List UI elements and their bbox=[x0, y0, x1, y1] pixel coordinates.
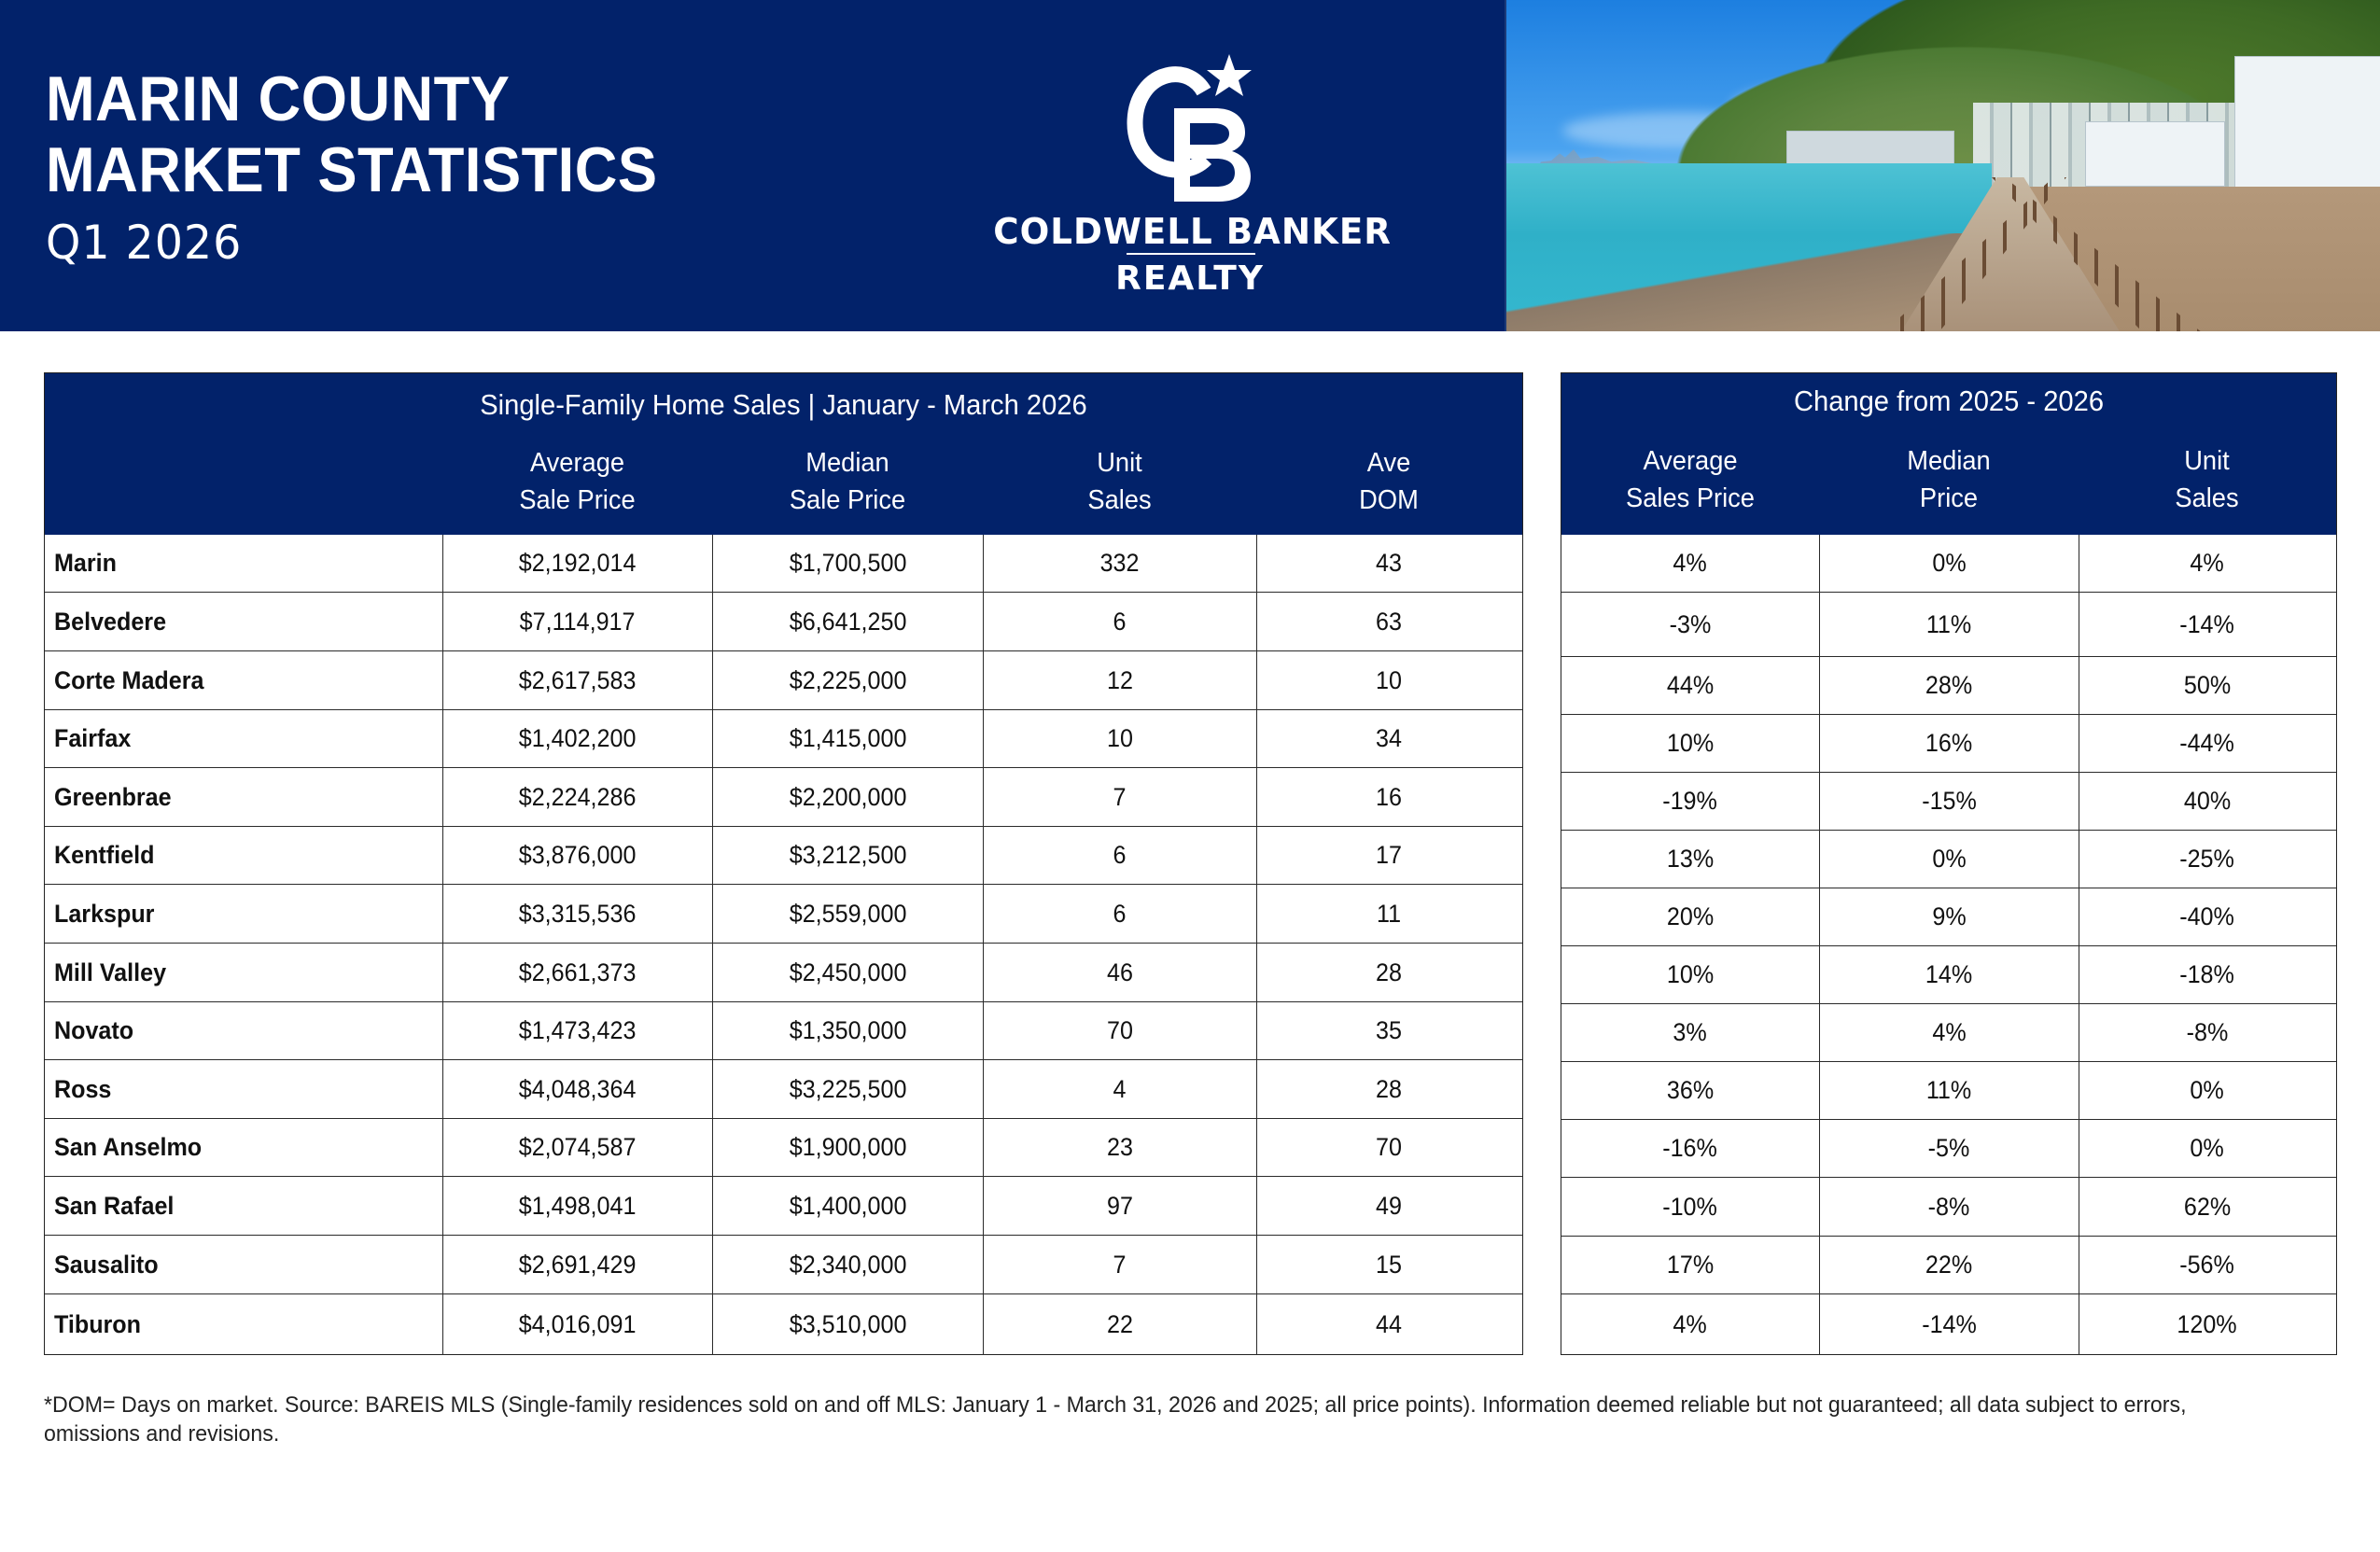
col-header-average-sales-price: Average Sales Price bbox=[1626, 446, 1755, 513]
median-price-change-cell: 16% bbox=[1819, 715, 2079, 772]
table-row bbox=[45, 535, 1522, 592]
avg-sales-price-change-cell: 4% bbox=[1673, 1310, 1708, 1338]
unit-sales-change-cell: -40% bbox=[2079, 888, 2335, 945]
median-price-change-cell: 28% bbox=[1819, 657, 2079, 714]
white-house bbox=[2085, 121, 2225, 187]
area-cell: Fairfax bbox=[54, 724, 132, 752]
table-row bbox=[45, 592, 1522, 650]
white-house bbox=[2234, 56, 2380, 196]
median-price-change-cell: 11% bbox=[1819, 593, 2079, 656]
average-sale-price-cell: $3,876,000 bbox=[442, 827, 712, 884]
col-header-area bbox=[57, 444, 430, 519]
ave-dom-cell: 10 bbox=[1256, 651, 1521, 709]
unit-sales-cell: 6 bbox=[983, 827, 1256, 884]
table-row bbox=[45, 826, 1522, 884]
table-row bbox=[45, 1059, 1522, 1118]
logo-divider bbox=[1127, 253, 1255, 255]
ave-dom-cell: 49 bbox=[1256, 1177, 1521, 1235]
table-row bbox=[1561, 1061, 2336, 1119]
unit-sales-change-cell: 0% bbox=[2079, 1120, 2335, 1177]
table-row bbox=[45, 767, 1522, 826]
table-row bbox=[45, 1118, 1522, 1176]
col-header-median-sale-price: Median Sale Price bbox=[789, 448, 906, 515]
table-row bbox=[1561, 714, 2336, 772]
average-sale-price-cell: $2,661,373 bbox=[442, 944, 712, 1001]
average-sale-price-cell: $2,192,014 bbox=[442, 535, 712, 592]
average-sale-price-cell: $1,402,200 bbox=[442, 710, 712, 767]
waterfront-photo bbox=[1505, 0, 2380, 331]
area-cell: San Rafael bbox=[54, 1191, 175, 1220]
unit-sales-change-cell: 40% bbox=[2079, 773, 2335, 830]
median-sale-price-cell: $2,559,000 bbox=[712, 885, 983, 943]
report-title bbox=[46, 63, 704, 271]
unit-sales-cell: 6 bbox=[983, 593, 1256, 650]
table-row bbox=[1561, 592, 2336, 656]
table-row bbox=[1561, 830, 2336, 888]
unit-sales-change-cell: -56% bbox=[2079, 1237, 2335, 1293]
table-row bbox=[45, 1235, 1522, 1293]
area-cell: Mill Valley bbox=[54, 958, 167, 986]
change-table-header bbox=[1561, 373, 2336, 535]
average-sale-price-cell: $2,074,587 bbox=[442, 1119, 712, 1176]
median-price-change-cell: 22% bbox=[1819, 1237, 2079, 1293]
average-sale-price-cell: $3,315,536 bbox=[442, 885, 712, 943]
table-row bbox=[45, 1001, 1522, 1059]
unit-sales-cell: 4 bbox=[983, 1060, 1256, 1118]
title-line-1: MARIN COUNTY bbox=[46, 63, 511, 134]
median-sale-price-cell: $2,450,000 bbox=[712, 944, 983, 1001]
header-banner bbox=[0, 0, 1505, 331]
cb-star-logo-icon bbox=[1122, 52, 1262, 202]
brand-name: COLDWELL BANKER bbox=[993, 211, 1392, 252]
sales-table-title: Single-Family Home Sales | January - March 2026 bbox=[480, 388, 1087, 421]
table-row bbox=[1561, 656, 2336, 714]
change-table-body bbox=[1561, 535, 2336, 1355]
average-sale-price-cell: $2,617,583 bbox=[442, 651, 712, 709]
unit-sales-cell: 97 bbox=[983, 1177, 1256, 1235]
ave-dom-cell: 16 bbox=[1256, 768, 1521, 826]
report-period: Q1 2026 bbox=[46, 216, 243, 270]
median-price-change-cell: 0% bbox=[1819, 535, 2079, 592]
unit-sales-change-cell: 0% bbox=[2079, 1062, 2335, 1119]
area-cell: Greenbrae bbox=[54, 782, 172, 811]
avg-sales-price-change-cell: -19% bbox=[1662, 787, 1718, 815]
median-price-change-cell: 11% bbox=[1819, 1062, 2079, 1119]
area-cell: Larkspur bbox=[54, 899, 155, 928]
average-sale-price-cell: $1,473,423 bbox=[442, 1002, 712, 1059]
unit-sales-change-cell: -8% bbox=[2079, 1004, 2335, 1061]
area-cell: Kentfield bbox=[54, 841, 155, 869]
avg-sales-price-change-cell: -10% bbox=[1662, 1192, 1718, 1221]
avg-sales-price-change-cell: 10% bbox=[1666, 960, 1715, 988]
col-header-ave-dom: Ave DOM bbox=[1359, 448, 1419, 515]
avg-sales-price-change-cell: 17% bbox=[1666, 1251, 1715, 1279]
ave-dom-cell: 28 bbox=[1256, 944, 1521, 1001]
avg-sales-price-change-cell: 4% bbox=[1673, 549, 1708, 577]
ave-dom-cell: 28 bbox=[1256, 1060, 1521, 1118]
median-sale-price-cell: $2,340,000 bbox=[712, 1236, 983, 1293]
average-sale-price-cell: $7,114,917 bbox=[442, 593, 712, 650]
area-cell: Belvedere bbox=[54, 607, 167, 636]
ave-dom-cell: 17 bbox=[1256, 827, 1521, 884]
median-sale-price-cell: $3,212,500 bbox=[712, 827, 983, 884]
unit-sales-cell: 10 bbox=[983, 710, 1256, 767]
table-row bbox=[45, 943, 1522, 1001]
median-price-change-cell: -14% bbox=[1819, 1294, 2079, 1355]
table-row bbox=[45, 884, 1522, 943]
table-row bbox=[1561, 535, 2336, 592]
change-table-title: Change from 2025 - 2026 bbox=[1793, 385, 2105, 417]
unit-sales-cell: 23 bbox=[983, 1119, 1256, 1176]
area-cell: Novato bbox=[54, 1016, 134, 1044]
table-row bbox=[45, 650, 1522, 709]
avg-sales-price-change-cell: 13% bbox=[1666, 845, 1715, 873]
median-price-change-cell: -5% bbox=[1819, 1120, 2079, 1177]
ave-dom-cell: 34 bbox=[1256, 710, 1521, 767]
unit-sales-cell: 46 bbox=[983, 944, 1256, 1001]
avg-sales-price-change-cell: -3% bbox=[1669, 609, 1712, 638]
source-footnote: *DOM= Days on market. Source: BAREIS MLS (Single-family residences sold on and off MLS: January 1 - March 31, 2026 and 2025; all price points). Information deemed reliable but not guaranteed; all data subject to errors, omissions and revisions. bbox=[44, 1392, 2187, 1447]
unit-sales-change-cell: 4% bbox=[2079, 535, 2335, 592]
median-sale-price-cell: $1,700,500 bbox=[712, 535, 983, 592]
avg-sales-price-change-cell: 20% bbox=[1666, 902, 1715, 930]
table-row bbox=[1561, 945, 2336, 1003]
sales-table-header bbox=[45, 373, 1522, 535]
table-row bbox=[1561, 1293, 2336, 1355]
median-sale-price-cell: $1,900,000 bbox=[712, 1119, 983, 1176]
area-cell: San Anselmo bbox=[54, 1133, 203, 1161]
coldwell-banker-logo bbox=[989, 52, 1391, 304]
median-price-change-cell: 9% bbox=[1819, 888, 2079, 945]
ave-dom-cell: 70 bbox=[1256, 1119, 1521, 1176]
col-header-median-price: Median Price bbox=[1907, 446, 1991, 513]
area-cell: Sausalito bbox=[54, 1250, 159, 1279]
table-row bbox=[1561, 1003, 2336, 1061]
median-price-change-cell: -15% bbox=[1819, 773, 2079, 830]
average-sale-price-cell: $4,048,364 bbox=[442, 1060, 712, 1118]
avg-sales-price-change-cell: 3% bbox=[1673, 1018, 1708, 1046]
avg-sales-price-change-cell: 36% bbox=[1666, 1076, 1715, 1104]
area-cell: Corte Madera bbox=[54, 665, 204, 694]
unit-sales-cell: 22 bbox=[983, 1294, 1256, 1355]
unit-sales-cell: 332 bbox=[983, 535, 1256, 592]
sales-table-body bbox=[45, 535, 1522, 1355]
table-row bbox=[1561, 888, 2336, 945]
median-price-change-cell: 0% bbox=[1819, 831, 2079, 888]
avg-sales-price-change-cell: 10% bbox=[1666, 729, 1715, 757]
ave-dom-cell: 11 bbox=[1256, 885, 1521, 943]
unit-sales-change-cell: 62% bbox=[2079, 1178, 2335, 1236]
avg-sales-price-change-cell: 44% bbox=[1666, 671, 1715, 699]
average-sale-price-cell: $4,016,091 bbox=[442, 1294, 712, 1355]
table-row bbox=[1561, 1236, 2336, 1293]
median-sale-price-cell: $1,400,000 bbox=[712, 1177, 983, 1235]
area-cell: Marin bbox=[54, 549, 117, 577]
col-header-unit-sales: Unit Sales bbox=[2175, 446, 2239, 513]
unit-sales-change-cell: 120% bbox=[2079, 1294, 2335, 1355]
unit-sales-cell: 7 bbox=[983, 1236, 1256, 1293]
unit-sales-change-cell: -44% bbox=[2079, 715, 2335, 772]
table-row bbox=[1561, 1119, 2336, 1177]
table-row bbox=[1561, 772, 2336, 830]
col-header-average-sale-price: Average Sale Price bbox=[519, 448, 636, 515]
table-row bbox=[1561, 1177, 2336, 1236]
median-price-change-cell: 14% bbox=[1819, 946, 2079, 1003]
ave-dom-cell: 44 bbox=[1256, 1294, 1521, 1355]
median-price-change-cell: -8% bbox=[1819, 1178, 2079, 1236]
median-sale-price-cell: $6,641,250 bbox=[712, 593, 983, 650]
median-sale-price-cell: $2,200,000 bbox=[712, 768, 983, 826]
unit-sales-change-cell: -14% bbox=[2079, 593, 2335, 656]
change-table bbox=[1561, 372, 2337, 1355]
ave-dom-cell: 63 bbox=[1256, 593, 1521, 650]
median-sale-price-cell: $1,415,000 bbox=[712, 710, 983, 767]
table-row bbox=[45, 1293, 1522, 1355]
ave-dom-cell: 43 bbox=[1256, 535, 1521, 592]
ave-dom-cell: 15 bbox=[1256, 1236, 1521, 1293]
median-sale-price-cell: $3,225,500 bbox=[712, 1060, 983, 1118]
median-sale-price-cell: $3,510,000 bbox=[712, 1294, 983, 1355]
title-line-2: MARKET STATISTICS bbox=[46, 134, 658, 205]
unit-sales-change-cell: -25% bbox=[2079, 831, 2335, 888]
brand-sub: REALTY bbox=[1115, 259, 1265, 298]
sales-table bbox=[44, 372, 1523, 1355]
unit-sales-cell: 12 bbox=[983, 651, 1256, 709]
area-cell: Tiburon bbox=[54, 1310, 141, 1338]
avg-sales-price-change-cell: -16% bbox=[1662, 1134, 1718, 1162]
unit-sales-change-cell: 50% bbox=[2079, 657, 2335, 714]
table-row bbox=[45, 709, 1522, 767]
ave-dom-cell: 35 bbox=[1256, 1002, 1521, 1059]
col-header-unit-sales: Unit Sales bbox=[1087, 448, 1152, 515]
median-sale-price-cell: $1,350,000 bbox=[712, 1002, 983, 1059]
table-row bbox=[45, 1176, 1522, 1235]
average-sale-price-cell: $2,691,429 bbox=[442, 1236, 712, 1293]
average-sale-price-cell: $1,498,041 bbox=[442, 1177, 712, 1235]
unit-sales-change-cell: -18% bbox=[2079, 946, 2335, 1003]
average-sale-price-cell: $2,224,286 bbox=[442, 768, 712, 826]
median-price-change-cell: 4% bbox=[1819, 1004, 2079, 1061]
unit-sales-cell: 6 bbox=[983, 885, 1256, 943]
area-cell: Ross bbox=[54, 1074, 112, 1103]
median-sale-price-cell: $2,225,000 bbox=[712, 651, 983, 709]
unit-sales-cell: 70 bbox=[983, 1002, 1256, 1059]
unit-sales-cell: 7 bbox=[983, 768, 1256, 826]
